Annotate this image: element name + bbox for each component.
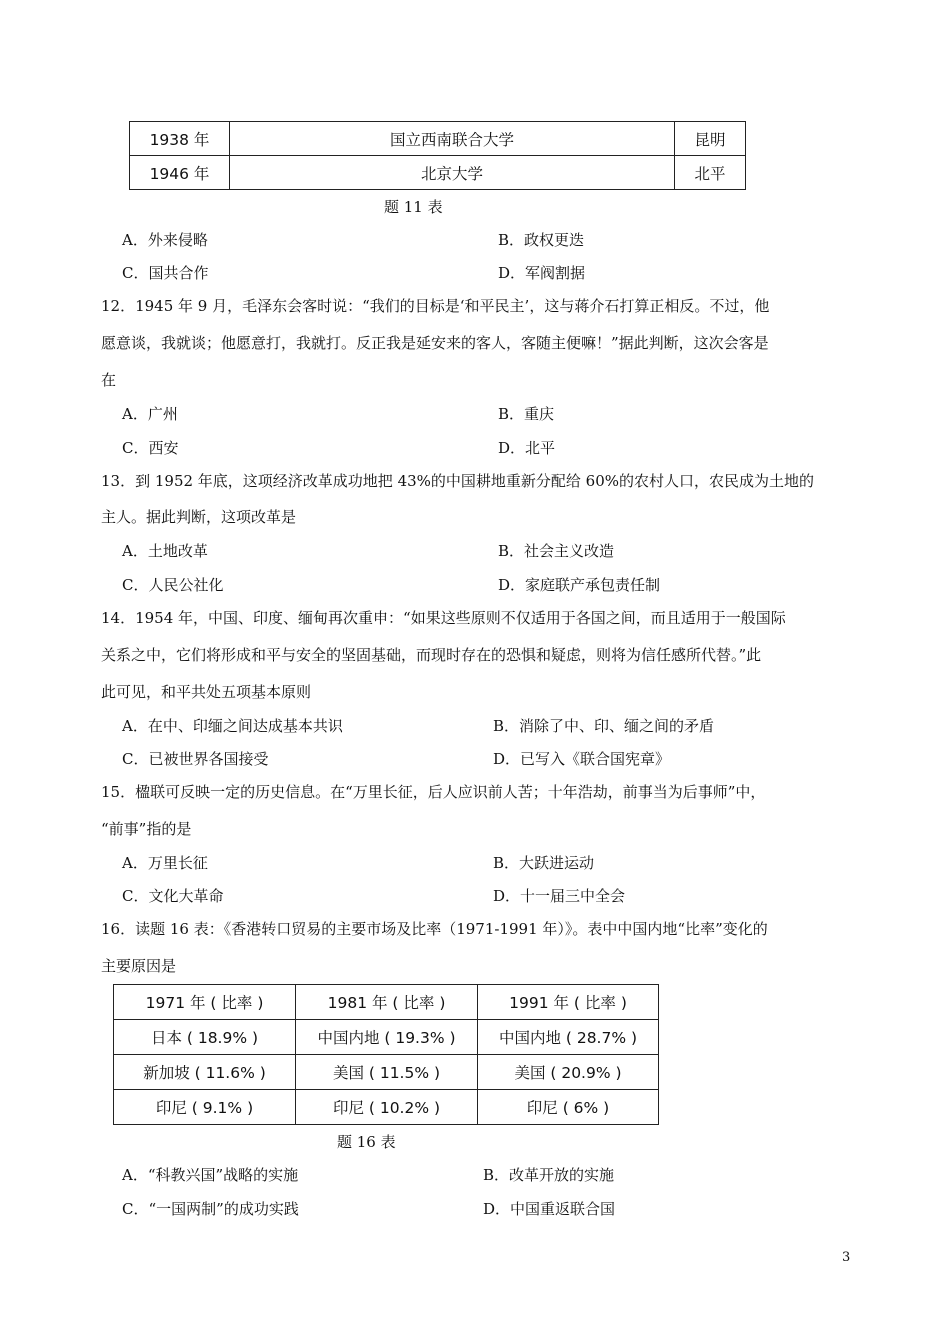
table-cell: 美国 ( 20.9% ) bbox=[478, 1055, 659, 1090]
table-cell: 日本 ( 18.9% ) bbox=[114, 1020, 296, 1055]
table-cell: 中国内地 ( 28.7% ) bbox=[478, 1020, 659, 1055]
option-b: B．社会主义改造 bbox=[498, 542, 615, 560]
table-cell: 印尼 ( 9.1% ) bbox=[114, 1090, 296, 1125]
option-a: A．广州 bbox=[122, 405, 178, 423]
option-d: D．家庭联产承包责任制 bbox=[498, 576, 661, 594]
table-cell: 新加坡 ( 11.6% ) bbox=[114, 1055, 296, 1090]
question-text: 在 bbox=[101, 371, 117, 389]
option-d: D．中国重返联合国 bbox=[483, 1200, 616, 1218]
table-cell: 1938 年 bbox=[130, 122, 230, 156]
option-a: A．万里长征 bbox=[122, 854, 208, 872]
option-d: D．已写入《联合国宪章》 bbox=[493, 750, 671, 768]
table-header-row bbox=[114, 985, 659, 1020]
question-text: 主要原因是 bbox=[101, 957, 177, 975]
option-c: C．国共合作 bbox=[122, 264, 209, 282]
option-d: D．北平 bbox=[498, 439, 556, 457]
table-row bbox=[130, 122, 746, 156]
question-text: 15．楹联可反映一定的历史信息。在“万里长征，后人应识前人苦；十年浩劫，前事当为后事师”中， bbox=[101, 783, 766, 801]
option-c: C．“一国两制”的成功实践 bbox=[122, 1200, 299, 1218]
table-cell: 美国 ( 11.5% ) bbox=[296, 1055, 478, 1090]
table-row bbox=[114, 1055, 659, 1090]
option-d: D．十一届三中全会 bbox=[493, 887, 626, 905]
table-header-cell: 1971 年 ( 比率 ) bbox=[114, 985, 296, 1020]
question-text: 16．读题 16 表：《香港转口贸易的主要市场及比率（1971-1991 年）》。表中中国内地“比率”变化的 bbox=[101, 920, 768, 938]
option-c: C．已被世界各国接受 bbox=[122, 750, 269, 768]
page-number: 3 bbox=[842, 1250, 851, 1265]
option-d: D．军阀割据 bbox=[498, 264, 586, 282]
question-text: 此可见，和平共处五项基本原则 bbox=[101, 683, 312, 701]
table-caption: 题 11 表 bbox=[384, 198, 443, 216]
table-row bbox=[114, 1090, 659, 1125]
option-a: A．土地改革 bbox=[122, 542, 208, 560]
option-a: A．外来侵略 bbox=[122, 231, 208, 249]
option-b: B．消除了中、印、缅之间的矛盾 bbox=[493, 717, 715, 735]
question-text: “前事”指的是 bbox=[101, 820, 192, 838]
table-header-cell: 1991 年 ( 比率 ) bbox=[478, 985, 659, 1020]
table-cell: 1946 年 bbox=[130, 156, 230, 190]
question-text: 关系之中，它们将形成和平与安全的坚固基础，而现时存在的恐惧和疑虑，则将为信任感所代替。”此 bbox=[101, 646, 762, 664]
table-row bbox=[130, 156, 746, 190]
table-cell: 北京大学 bbox=[230, 156, 675, 190]
table-cell: 北平 bbox=[675, 156, 746, 190]
table-header-cell: 1981 年 ( 比率 ) bbox=[296, 985, 478, 1020]
table-cell: 印尼 ( 6% ) bbox=[478, 1090, 659, 1125]
option-c: C．文化大革命 bbox=[122, 887, 224, 905]
question-text: 14．1954 年，中国、印度、缅甸再次重申：“如果这些原则不仅适用于各国之间，而且适用于一般国际 bbox=[101, 609, 786, 627]
option-b: B．改革开放的实施 bbox=[483, 1166, 615, 1184]
option-c: C．西安 bbox=[122, 439, 179, 457]
question-text: 12．1945 年 9 月，毛泽东会客时说：“我们的目标是‘和平民主’，这与蒋介石打算正相反。不过，他 bbox=[101, 297, 770, 315]
option-b: B．重庆 bbox=[498, 405, 555, 423]
table-row bbox=[114, 1020, 659, 1055]
question-text: 愿意谈，我就谈；他愿意打，我就打。反正我是延安来的客人，客随主便嘛！”据此判断，这次会客是 bbox=[101, 334, 769, 352]
option-a: A．在中、印缅之间达成基本共识 bbox=[122, 717, 343, 735]
question-text: 主人。据此判断，这项改革是 bbox=[101, 508, 297, 526]
table-11 bbox=[129, 121, 746, 190]
table-16 bbox=[113, 984, 659, 1125]
table-cell: 国立西南联合大学 bbox=[230, 122, 675, 156]
table-cell: 中国内地 ( 19.3% ) bbox=[296, 1020, 478, 1055]
option-b: B．政权更迭 bbox=[498, 231, 585, 249]
question-text: 13．到 1952 年底，这项经济改革成功地把 43%的中国耕地重新分配给 60%的农村人口，农民成为土地的 bbox=[101, 472, 815, 490]
option-a: A．“科教兴国”战略的实施 bbox=[122, 1166, 299, 1184]
option-c: C．人民公社化 bbox=[122, 576, 224, 594]
option-b: B．大跃进运动 bbox=[493, 854, 595, 872]
table-cell: 印尼 ( 10.2% ) bbox=[296, 1090, 478, 1125]
table-caption: 题 16 表 bbox=[337, 1133, 396, 1151]
table-cell: 昆明 bbox=[675, 122, 746, 156]
